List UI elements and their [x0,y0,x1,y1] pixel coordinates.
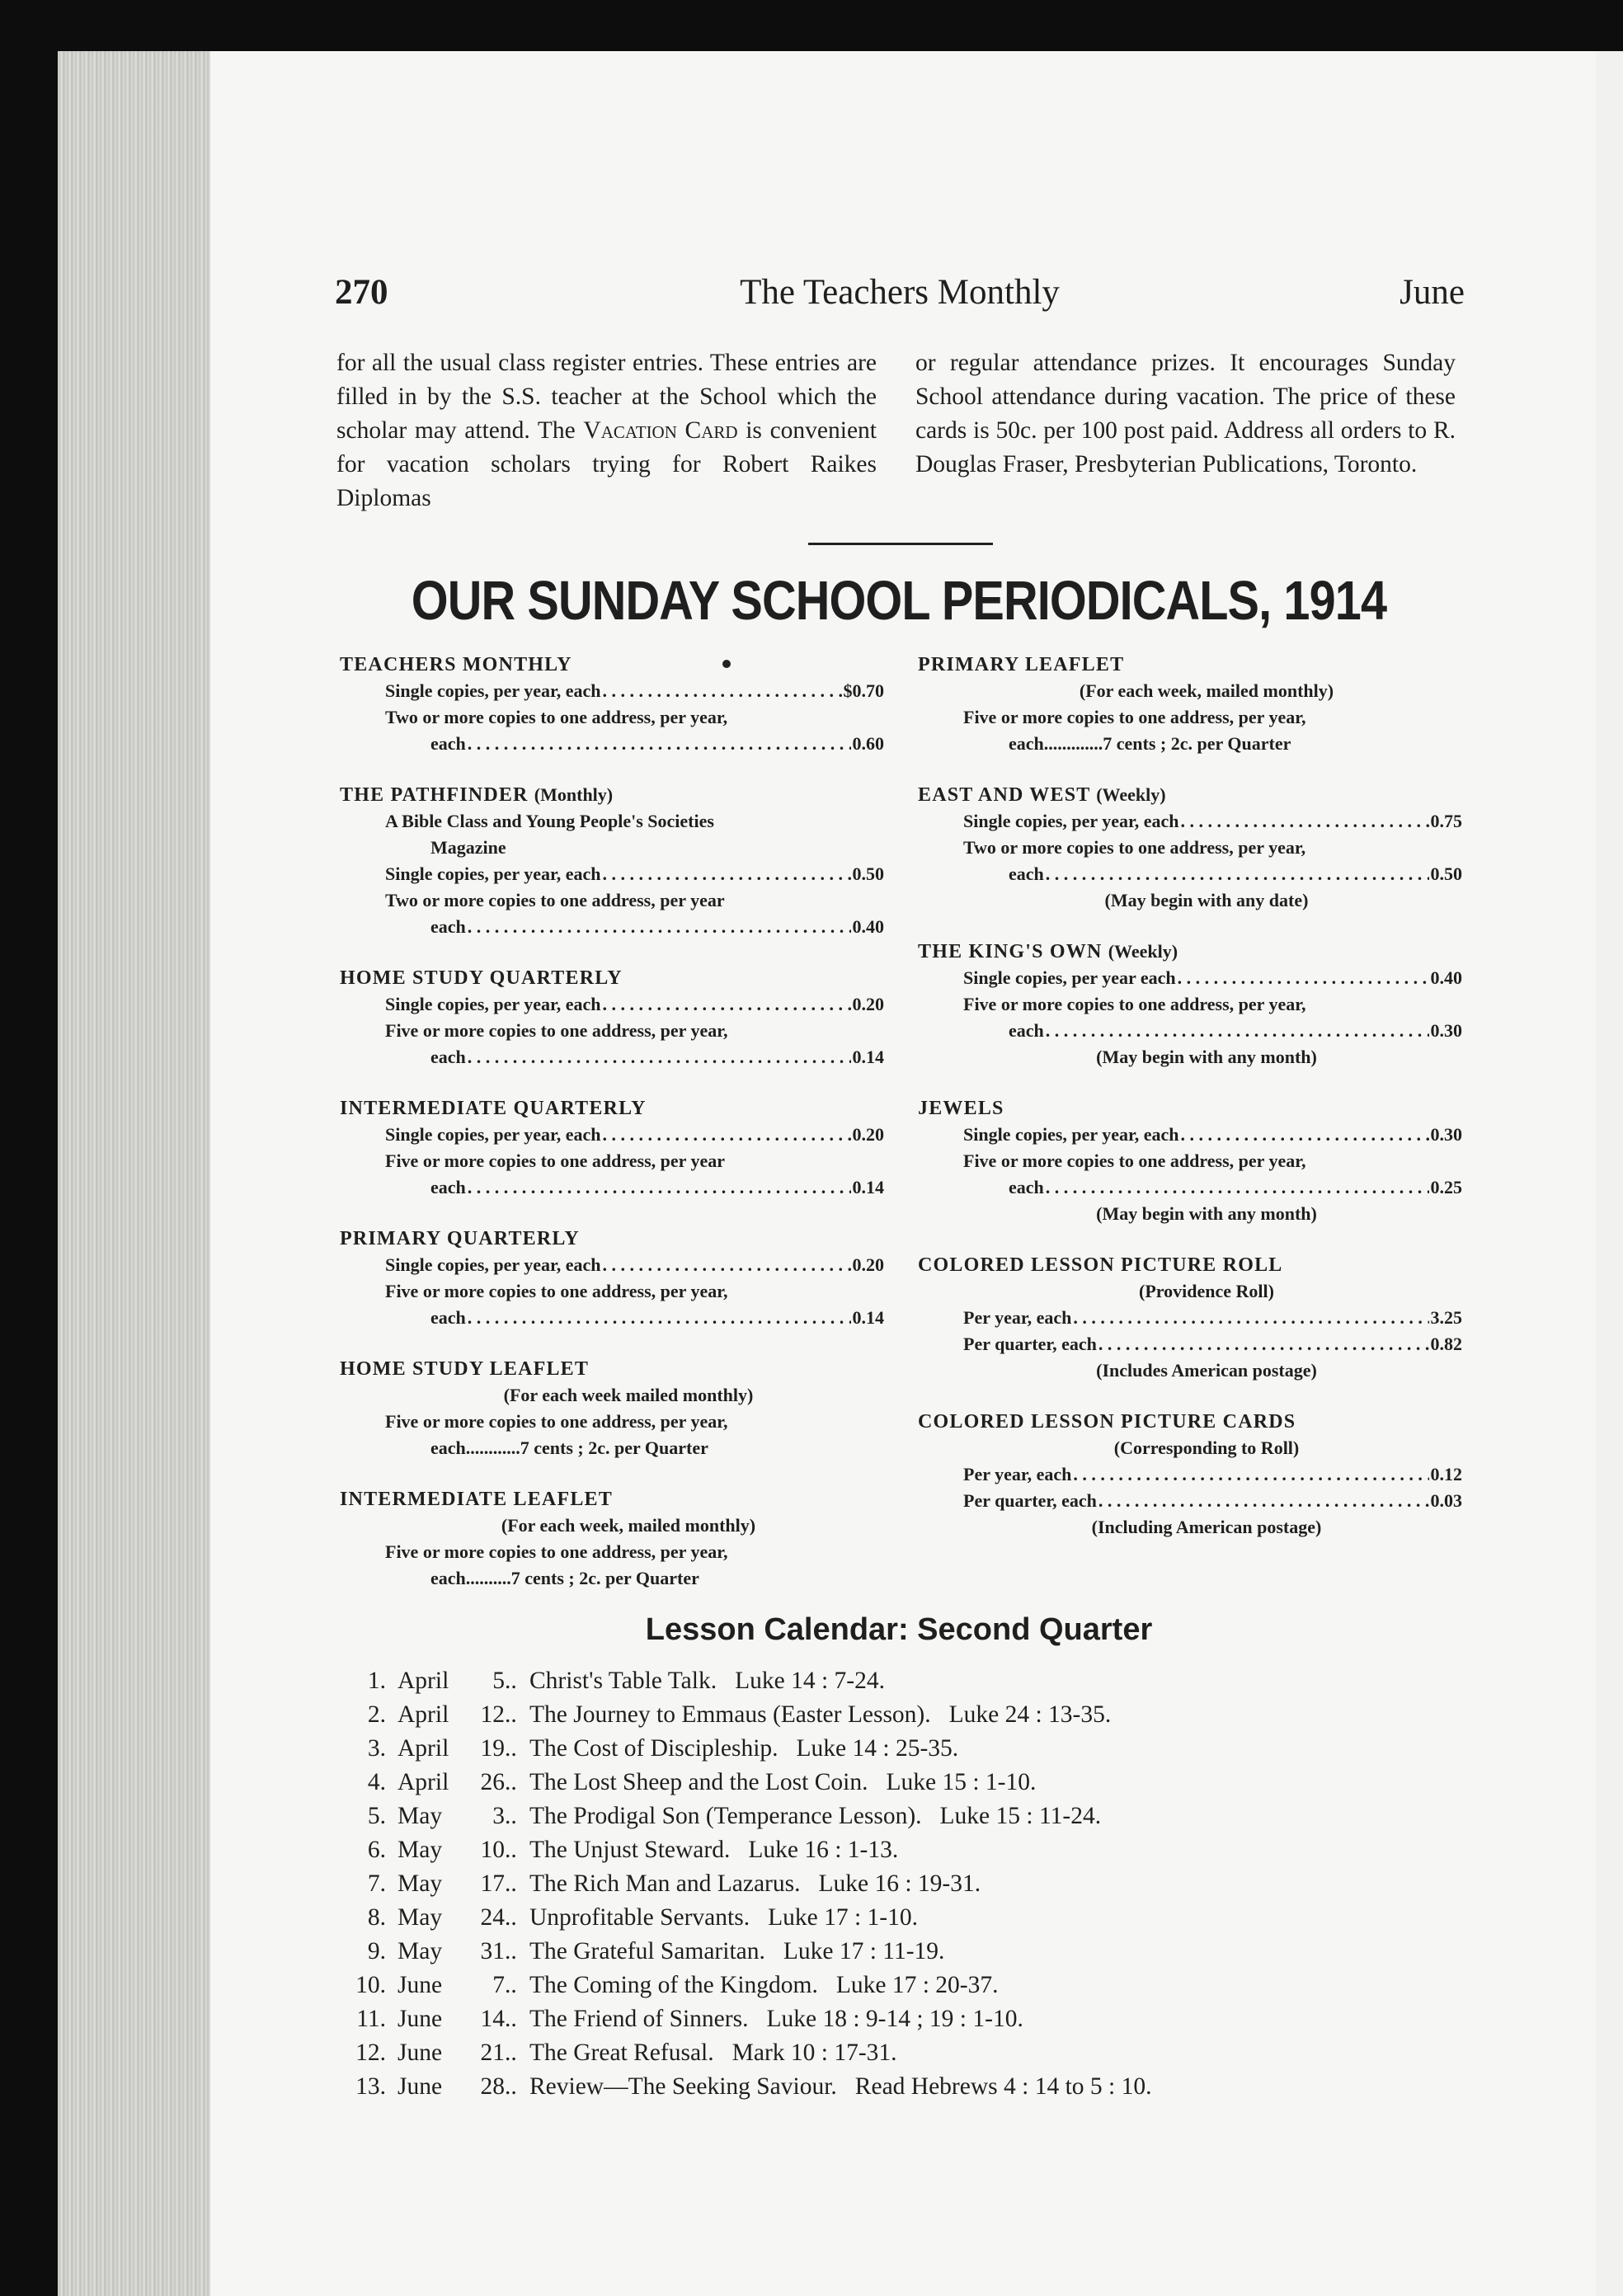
periodical-end-note: (May begin with any month) [1096,1203,1317,1224]
periodical-frequency: (Weekly) [1096,784,1166,805]
calendar-title: Lesson Calendar: Second Quarter [645,1612,1153,1647]
calendar-row [346,2070,1418,2104]
periodical-group [340,1226,884,1331]
lesson-topic: The Lost Sheep and the Lost Coin. [529,1769,868,1795]
price-line-text: each..........7 cents ; 2c. per Quarter [430,1568,699,1588]
periodical-frequency: (Weekly) [1108,941,1178,962]
running-header [335,272,1465,322]
dot-leader [603,678,842,704]
dot-leader [603,991,851,1018]
periodical-note: (For each week, mailed monthly) [501,1515,756,1536]
dot-leader [1098,1331,1429,1357]
lesson-month: April [398,1668,449,1694]
lesson-month: May [398,1870,443,1897]
periodical-frequency: (Monthly) [534,784,614,805]
lesson-day: 21 [480,2040,505,2066]
lesson-day: 5 [492,1668,505,1694]
price-line [385,1018,884,1044]
calendar-row [346,1664,1418,1698]
price-value: 0.20 [852,994,884,1014]
vacation-card-term: Vacation Card [583,417,738,444]
dot-leader [1098,1488,1429,1514]
intro-left [336,346,877,515]
price-line [430,1044,884,1070]
price-line [963,835,1462,861]
dot-leader [1181,808,1429,835]
periodical-group [340,652,884,757]
price-value: 0.50 [852,863,884,884]
price-line [430,1565,884,1592]
lesson-day: 24 [480,1904,505,1931]
price-line [963,965,1462,991]
price-line-text: Two or more copies to one address, per year, [385,707,728,727]
periodical-name: PRIMARY LEAFLET [918,654,1125,675]
periodical-name: HOME STUDY LEAFLET [340,1358,590,1380]
lesson-separator: .. [505,2040,517,2066]
lesson-topic: The Rich Man and Lazarus. [529,1870,801,1897]
periodical-title [340,1095,884,1122]
lesson-topic: Christ's Table Talk. [529,1668,717,1694]
periodical-name: HOME STUDY QUARTERLY [340,967,623,989]
price-line-text: each [430,916,466,937]
lesson-number: 13. [355,2073,386,2100]
price-line-text: Single copies, per year each [963,967,1176,988]
price-value: $0.70 [843,680,884,701]
price-line [1009,731,1462,757]
lesson-month: May [398,1803,443,1829]
calendar-row [346,1935,1418,1969]
periodical-end-note: (Including American postage) [1091,1517,1322,1537]
periodicals-title: OUR SUNDAY SCHOOL PERIODICALS, 1914 [411,570,1387,632]
price-line [385,1122,884,1148]
dot-leader [468,914,851,940]
lesson-number: 9. [367,1938,386,1964]
lesson-number: 3. [367,1735,386,1762]
lesson-day: 12 [480,1701,505,1728]
calendar-row [346,2036,1418,2070]
intro-left-pre: for all the usual class register entries. These entries are filled in by the S.S. teacher at the School which the scholar may attend. The [336,350,877,444]
price-line [385,1539,884,1565]
dot-leader [603,861,851,887]
lesson-separator: .. [505,2006,517,2032]
lesson-number: 2. [367,1701,386,1728]
periodical-note: (Corresponding to Roll) [1113,1437,1300,1458]
periodical-name: PRIMARY QUARTERLY [340,1228,580,1249]
price-line-text: each [430,1307,466,1328]
lesson-day: 19 [480,1735,505,1762]
lesson-topic: The Grateful Samaritan. [529,1938,765,1964]
price-line [963,1305,1462,1331]
intro-right-text: or regular attendance prizes. It encourages Sunday School attendance during vacation. The price of these cards is 50c. per 100 post paid. Address all orders to R. Douglas Fraser, Presbyterian Publications, Toronto. [915,350,1456,478]
price-line [385,1148,884,1174]
price-line-text: Per year, each [963,1464,1072,1484]
section-rule [808,543,993,545]
lesson-month: April [398,1769,449,1795]
periodical-group [918,652,1462,757]
price-value: 0.30 [1430,1124,1462,1145]
lesson-separator: .. [505,2073,517,2100]
lesson-reference: Luke 17 : 11-19. [783,1938,945,1964]
lesson-reference: Luke 14 : 25-35. [796,1735,959,1762]
periodicals-left-column [340,652,884,1616]
price-line-text: each............7 cents ; 2c. per Quarter [430,1437,708,1458]
price-line [963,1488,1462,1514]
lesson-reference: Read Hebrews 4 : 14 to 5 : 10. [854,2073,1152,2100]
periodical-title [918,652,1462,678]
price-line-text: Five or more copies to one address, per year, [963,707,1306,727]
lesson-number: 5. [367,1803,386,1829]
price-value: 0.82 [1430,1334,1462,1354]
periodical-group [918,1095,1462,1227]
price-value: 0.03 [1430,1490,1462,1511]
lesson-month: April [398,1701,449,1728]
lesson-separator: .. [505,1938,517,1964]
price-line [385,704,884,731]
periodical-title [340,1486,884,1513]
lesson-number: 1. [367,1668,386,1694]
lesson-day: 17 [480,1870,505,1897]
price-value: 0.75 [1430,811,1462,831]
lesson-number: 11. [356,2006,386,2032]
price-line-text: each [430,1047,466,1067]
lesson-number: 8. [367,1904,386,1931]
periodical-end-note: (May begin with any month) [1096,1047,1317,1067]
periodical-title [340,782,884,808]
lesson-number: 7. [367,1870,386,1897]
dot-leader [468,731,851,757]
lesson-day: 26 [480,1769,505,1795]
periodical-title [340,1226,884,1252]
price-line-text: Five or more copies to one address, per year, [385,1281,728,1301]
lesson-topic: Unprofitable Servants. [529,1904,750,1931]
price-line-text: each [430,733,466,754]
periodical-group [340,1095,884,1201]
price-value: 0.14 [852,1177,884,1197]
lesson-separator: .. [505,1837,517,1863]
price-line [430,914,884,940]
dot-leader [1046,861,1429,887]
price-line [1009,861,1462,887]
periodical-name: INTERMEDIATE QUARTERLY [340,1098,647,1119]
price-line-text: each [1009,1020,1044,1041]
calendar-row [346,1901,1418,1935]
calendar-row [346,1867,1418,1901]
price-value: 0.14 [852,1047,884,1067]
lesson-month: June [398,2006,443,2032]
lesson-month: April [398,1735,449,1762]
issue-month: June [1400,273,1465,312]
periodical-title [340,652,884,678]
price-line [963,1331,1462,1357]
price-line [1009,1174,1462,1201]
lesson-day: 28 [480,2073,505,2100]
price-value: 0.12 [1430,1464,1462,1484]
price-line-text: Magazine [430,837,506,858]
dot-leader [603,1252,851,1278]
price-value: 0.20 [852,1124,884,1145]
calendar-row [346,2002,1418,2036]
page-number: 270 [335,273,388,312]
periodical-name: COLORED LESSON PICTURE CARDS [918,1411,1296,1433]
price-line-text: Five or more copies to one address, per year, [385,1020,728,1041]
lesson-separator: .. [505,1870,517,1897]
lesson-number: 4. [367,1769,386,1795]
price-line-text: Five or more copies to one address, per year, [963,1150,1306,1171]
periodical-name: EAST AND WEST [918,784,1091,806]
lesson-topic: The Friend of Sinners. [529,2006,749,2032]
price-value: 0.14 [852,1307,884,1328]
dot-leader [1181,1122,1429,1148]
price-line [963,1148,1462,1174]
lesson-reference: Luke 24 : 13-35. [948,1701,1112,1728]
price-line [430,731,884,757]
lesson-reference: Luke 15 : 11-24. [939,1803,1102,1829]
price-line [385,887,884,914]
price-line [385,1252,884,1278]
periodical-group [918,939,1462,1070]
periodical-end-note: (Includes American postage) [1096,1360,1317,1381]
lesson-reference: Luke 16 : 19-31. [818,1870,981,1897]
price-line-text: each [430,1177,466,1197]
lesson-topic: The Prodigal Son (Temperance Lesson). [529,1803,922,1829]
price-line-text: each [1009,863,1044,884]
lesson-reference: Luke 17 : 1-10. [768,1904,918,1931]
lesson-topic: The Coming of the Kingdom. [529,1972,818,1998]
periodical-end-note: (May begin with any date) [1104,890,1309,910]
periodical-title [340,965,884,991]
periodical-group [340,965,884,1070]
calendar-row [346,1698,1418,1732]
price-line-text: Five or more copies to one address, per year [385,1150,726,1171]
calendar-row [346,1800,1418,1833]
price-line-text: Two or more copies to one address, per year, [963,837,1306,858]
lesson-topic: Review—The Seeking Saviour. [529,2073,837,2100]
price-line [385,1278,884,1305]
periodical-group [918,1252,1462,1384]
periodical-title [340,1356,884,1382]
price-line [430,1435,884,1461]
price-value: 0.50 [1430,863,1462,884]
price-line-text: Two or more copies to one address, per year [385,890,725,910]
periodical-group [340,1356,884,1461]
price-line-text: Five or more copies to one address, per year, [385,1411,728,1432]
lesson-topic: The Great Refusal. [529,2040,714,2066]
lesson-day: 31 [480,1938,505,1964]
periodical-title [918,782,1462,808]
periodical-note: (For each week mailed monthly) [503,1385,754,1405]
price-line [430,835,884,861]
dot-leader [468,1305,851,1331]
price-value: 0.20 [852,1254,884,1275]
intro-left-text [336,346,877,515]
lesson-month: June [398,1972,443,1998]
price-line [385,808,884,835]
price-value: 0.25 [1430,1177,1462,1197]
dot-leader [1178,965,1429,991]
price-line-text: each.............7 cents ; 2c. per Quarter [1009,733,1291,754]
lesson-topic: The Unjust Steward. [529,1837,731,1863]
calendar-row [346,1969,1418,2002]
intro-right [915,346,1456,482]
price-line [963,704,1462,731]
periodical-name: COLORED LESSON PICTURE ROLL [918,1254,1283,1276]
price-line [385,861,884,887]
price-value: 0.30 [1430,1020,1462,1041]
price-line-text: each [1009,1177,1044,1197]
price-line-text: Per year, each [963,1307,1072,1328]
periodical-name: THE PATHFINDER [340,784,529,806]
price-line-text: Single copies, per year, each [963,1124,1179,1145]
price-line-text: Per quarter, each [963,1490,1097,1511]
periodical-group [340,1486,884,1592]
price-value: 0.40 [852,916,884,937]
price-value: 0.40 [1430,967,1462,988]
price-line-text: A Bible Class and Young People's Societies [385,811,714,831]
price-line-text: Per quarter, each [963,1334,1097,1354]
price-line-text: Single copies, per year, each [385,863,601,884]
lesson-reference: Luke 14 : 7-24. [735,1668,885,1694]
journal-title: The Teachers Monthly [740,273,1060,312]
periodical-group [918,1409,1462,1541]
lesson-day: 7 [492,1972,505,1998]
lesson-calendar [346,1664,1418,2104]
lesson-month: May [398,1938,443,1964]
lesson-separator: .. [505,1735,517,1762]
periodical-group [918,782,1462,914]
price-line-text: Single copies, per year, each [385,680,601,701]
periodical-name: JEWELS [918,1098,1004,1119]
price-line [963,1122,1462,1148]
price-line-text: Five or more copies to one address, per year, [385,1541,728,1562]
lesson-reference: Luke 18 : 9-14 ; 19 : 1-10. [766,2006,1023,2032]
page-edges [58,51,214,2296]
lesson-number: 10. [355,1972,386,1998]
dot-leader [1073,1305,1428,1331]
dot-leader [468,1174,851,1201]
periodical-title [918,1095,1462,1122]
price-line-text: Single copies, per year, each [385,994,601,1014]
lesson-month: May [398,1837,443,1863]
periodical-title [918,1252,1462,1278]
lesson-reference: Luke 15 : 1-10. [886,1769,1037,1795]
calendar-row [346,1833,1418,1867]
intro-left-post: is convenient for vacation scholars trying for Robert Raikes Diplomas [336,417,877,511]
lesson-separator: .. [505,1904,517,1931]
price-line [385,1409,884,1435]
calendar-row [346,1766,1418,1800]
periodical-title [918,1409,1462,1435]
price-line-text: Single copies, per year, each [385,1124,601,1145]
ink-speck [722,660,731,668]
periodicals-right-column [918,652,1462,1565]
periodical-group [340,782,884,940]
price-value: 0.60 [852,733,884,754]
price-line [963,808,1462,835]
periodical-note: (For each week, mailed monthly) [1079,680,1334,701]
dot-leader [1073,1461,1428,1488]
lesson-topic: The Journey to Emmaus (Easter Lesson). [529,1701,931,1728]
periodical-name: THE KING'S OWN [918,941,1103,962]
periodical-name: INTERMEDIATE LEAFLET [340,1489,613,1510]
lesson-month: June [398,2040,443,2066]
periodical-name: TEACHERS MONTHLY [340,654,572,675]
dot-leader [603,1122,851,1148]
price-line [430,1305,884,1331]
dot-leader [1046,1174,1429,1201]
lesson-day: 10 [480,1837,505,1863]
lesson-separator: .. [505,1972,517,1998]
calendar-row [346,1732,1418,1766]
lesson-separator: .. [505,1668,517,1694]
lesson-month: June [398,2073,443,2100]
lesson-day: 14 [480,2006,505,2032]
price-value: 3.25 [1430,1307,1462,1328]
lesson-separator: .. [505,1803,517,1829]
price-line [1009,1018,1462,1044]
dot-leader [1046,1018,1429,1044]
periodical-title [918,939,1462,965]
lesson-reference: Luke 17 : 20-37. [835,1972,999,1998]
dot-leader [468,1044,851,1070]
lesson-day: 3 [492,1803,505,1829]
lesson-reference: Luke 16 : 1-13. [748,1837,899,1863]
lesson-separator: .. [505,1701,517,1728]
price-line [963,1461,1462,1488]
price-line [963,991,1462,1018]
price-line [385,991,884,1018]
price-line-text: Single copies, per year, each [385,1254,601,1275]
lesson-topic: The Cost of Discipleship. [529,1735,779,1762]
price-line [430,1174,884,1201]
lesson-number: 6. [367,1837,386,1863]
price-line-text: Five or more copies to one address, per year, [963,994,1306,1014]
price-line [385,678,884,704]
lesson-reference: Mark 10 : 17-31. [732,2040,897,2066]
periodical-note: (Providence Roll) [1139,1281,1274,1301]
lesson-month: May [398,1904,443,1931]
price-line-text: Single copies, per year, each [963,811,1179,831]
lesson-separator: .. [505,1769,517,1795]
lesson-number: 12. [355,2040,386,2066]
